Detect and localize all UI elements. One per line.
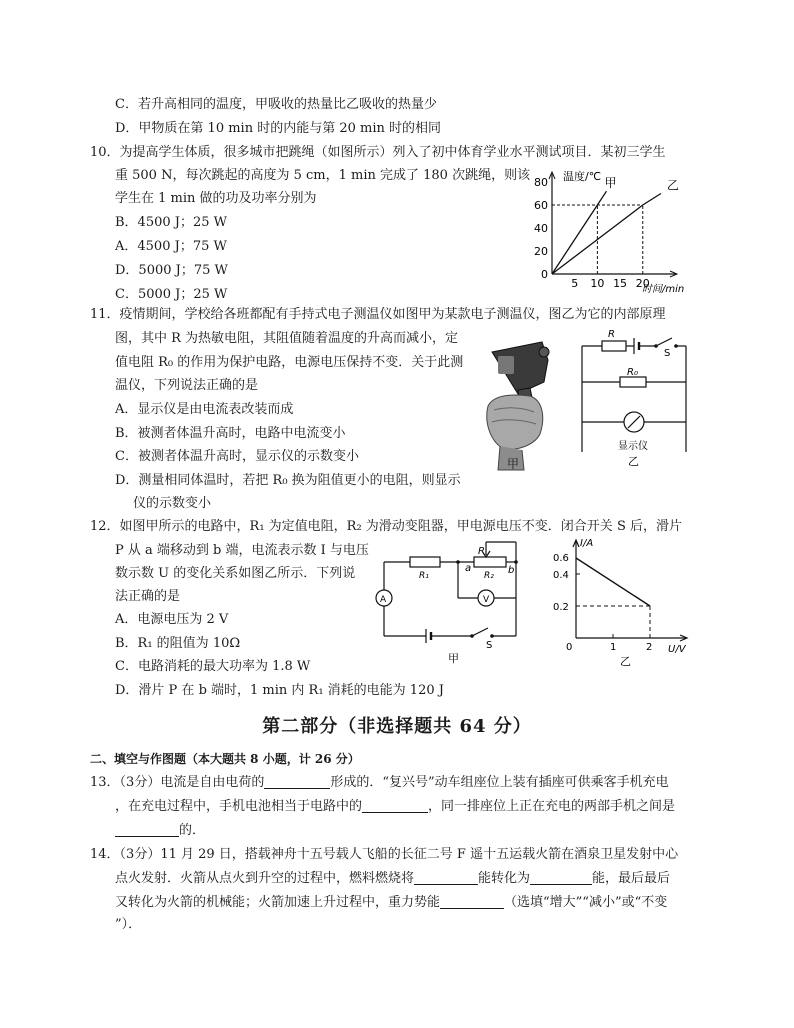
thermometer-circuit-diagram	[572, 328, 694, 472]
thermometer-screen	[498, 356, 514, 374]
resistor-r0	[620, 377, 646, 387]
switch-s	[472, 628, 488, 636]
q9-option-d: D．甲物质在第 10 min 时的内能与第 20 min 时的相同	[115, 121, 442, 136]
q12-stem-1: 12．如图甲所示的电路中，R₁ 为定值电阻，R₂ 为滑动变阻器，甲电源电压不变．闭合开关 S 后，滑片	[90, 519, 682, 534]
graph-ylabel: I/A	[580, 538, 594, 549]
q11-stem-3: 值电阻 R₀ 的作用为保护电路，电源电压保持不变．关于此测	[115, 355, 464, 370]
q10-option-4: C．5000 J；25 W	[115, 287, 228, 302]
q11-option-d-2: 仪的示数变小	[133, 496, 212, 511]
q13-blank-2[interactable]	[362, 798, 428, 813]
tick-origin: 0	[566, 642, 573, 653]
q10-option-1: B．4500 J；25 W	[115, 215, 228, 230]
q12-option-d: D．滑片 P 在 b 端时，1 min 内 R₁ 消耗的电能为 120 J	[115, 683, 444, 698]
q14-blank-1[interactable]	[414, 870, 478, 885]
q13-text-3: 的．	[179, 823, 206, 838]
tick-04: 0.4	[553, 570, 569, 581]
q13-text-2b: ，同一排座位上正在充电的两部手机之间是	[428, 799, 676, 814]
hand-shape	[487, 395, 543, 449]
q14-text-2b: 能转化为	[478, 871, 531, 886]
x-tick-label: 20	[635, 277, 650, 290]
series-line	[552, 191, 606, 274]
q14-text-2a: 点火发射．火箭从点火到升空的过程中，燃料燃烧将	[115, 871, 415, 886]
temperature-time-chart	[530, 168, 685, 296]
tick-1: 1	[610, 642, 617, 653]
part2-title: 第二部分（非选择题共 64 分）	[262, 716, 532, 737]
q14-line-1: 14．（3分）11 月 29 日，搭载神舟十五号载人飞船的长征二号 F 遥十五运载火箭在酒泉卫星发射中心	[90, 847, 679, 862]
label-p: P	[478, 546, 485, 557]
y-tick-label: 40	[534, 222, 548, 235]
series-line	[552, 194, 661, 275]
q13-text-1b: 形成的．“复兴号”动车组座位上装有插座可供乘客手机充电	[330, 775, 669, 790]
tick-06: 0.6	[553, 553, 569, 564]
label-r2: R₂	[484, 571, 494, 581]
section-2-heading: 二、填空与作图题（本大题共 8 小题，计 26 分）	[90, 752, 360, 766]
q10-option-2: A．4500 J；75 W	[115, 239, 227, 254]
label-b: b	[508, 565, 515, 576]
q14-blank-2[interactable]	[530, 870, 592, 885]
series-label: 乙	[666, 178, 679, 193]
q14-line-4: ”）．	[115, 917, 142, 932]
q13-line-3	[115, 822, 205, 840]
q11-option-a: A．显示仪是由电流表改装而成	[115, 402, 294, 417]
q11-option-d-1: D．测量相同体温时，若把 R₀ 换为阻值更小的电阻，则显示	[115, 473, 461, 488]
figure-label-jia-2: 甲	[448, 652, 459, 665]
label-r1: R₁	[419, 571, 429, 581]
thermometer-gun-figure	[484, 336, 564, 471]
chart-ylabel: 温度/℃	[563, 170, 602, 183]
q11-stem-4: 温仪，下列说法正确的是	[115, 378, 259, 393]
q14-line-2	[115, 870, 670, 888]
q10-stem-3: 学生在 1 min 做的功及功率分别为	[115, 191, 317, 206]
q14-line-3	[115, 894, 667, 912]
figure-label-yi-2: 乙	[620, 655, 631, 668]
label-r0: R₀	[627, 367, 638, 378]
y-tick-label: 0	[541, 268, 548, 281]
q12-stem-3: 数示数 U 的变化关系如图乙所示．下列说	[115, 566, 356, 581]
q10-option-3: D．5000 J；75 W	[115, 263, 228, 278]
chart-ticks	[534, 176, 650, 290]
q11-option-c: C．被测者体温升高时，显示仪的示数变小	[115, 449, 359, 464]
tick-2: 2	[646, 642, 653, 653]
graph-xlabel: U/V	[668, 644, 686, 655]
q12-option-b: B．R₁ 的阻值为 10Ω	[115, 636, 241, 651]
label-s: S	[664, 348, 671, 359]
resistor-r	[602, 341, 626, 351]
switch-s	[656, 338, 672, 346]
label-display: 显示仪	[618, 441, 648, 452]
label-switch: S	[486, 640, 493, 651]
q10-stem-1: 10．为提高学生体质，很多城市把跳绳（如图所示）列入了初中体育学业水平测试项目．某初三学生	[90, 145, 666, 160]
current-voltage-graph	[548, 534, 698, 670]
q11-stem-2: 图，其中 R 为热敏电阻，其阻值随着温度的升高而减小，定	[115, 331, 459, 346]
y-tick-label: 20	[534, 245, 548, 258]
q11-option-b: B．被测者体温升高时，电路中电流变小	[115, 426, 346, 441]
q10-stem-2: 重 500 N，每次跳起的高度为 5 cm，1 min 完成了 180 次跳绳，则该	[115, 168, 531, 183]
thermometer-sensor	[539, 347, 549, 357]
label-r: R	[608, 329, 615, 340]
q13-blank-1[interactable]	[264, 774, 330, 789]
label-a: a	[465, 563, 472, 574]
iu-line	[576, 558, 650, 606]
q13-line-2	[115, 798, 675, 816]
q13-line-1	[90, 774, 669, 792]
q11-stem-1: 11．疫情期间，学校给各班都配有手持式电子测温仪如图甲为某款电子测温仪，图乙为它的内部原理	[90, 307, 666, 322]
rheostat-r2	[474, 557, 506, 567]
q13-text-1a: 13．（3分）电流是自由电荷的	[90, 775, 265, 790]
figure-label-jia: 甲	[507, 457, 520, 471]
q14-blank-3[interactable]	[440, 894, 504, 909]
slider-circuit-diagram	[370, 538, 530, 670]
q14-text-2c: 能，最后最后	[592, 871, 671, 886]
figure-label-yi: 乙	[628, 455, 639, 468]
q13-blank-3[interactable]	[115, 822, 179, 837]
q12-stem-4: 法正确的是	[115, 589, 181, 604]
resistor-r1	[410, 557, 440, 567]
label-voltmeter: V	[483, 595, 490, 605]
chart-xlabel: 时间/min	[642, 284, 685, 295]
y-tick-label: 80	[534, 176, 548, 189]
x-tick-label: 15	[613, 277, 628, 290]
chart-series	[552, 176, 679, 274]
q14-text-3b: （选填“增大”“减小”或“不变	[504, 895, 668, 910]
q12-stem-2: P 从 a 端移动到 b 端，电流表示数 I 与电压	[115, 543, 369, 558]
q12-option-c: C．电路消耗的最大功率为 1.8 W	[115, 659, 311, 674]
q9-option-c: C．若升高相同的温度，甲吸收的热量比乙吸收的热量少	[115, 97, 437, 112]
q12-option-a: A．电源电压为 2 V	[115, 612, 229, 627]
series-label: 甲	[604, 176, 617, 191]
x-tick-label: 10	[590, 277, 605, 290]
y-tick-label: 60	[534, 199, 548, 212]
x-tick-label: 5	[571, 277, 579, 290]
tick-02: 0.2	[553, 602, 569, 613]
q14-text-3a: 又转化为火箭的机械能；火箭加速上升过程中，重力势能	[115, 895, 441, 910]
label-ammeter: A	[380, 595, 387, 605]
q13-text-2a: ，在充电过程中，手机电池相当于电路中的	[115, 799, 363, 814]
